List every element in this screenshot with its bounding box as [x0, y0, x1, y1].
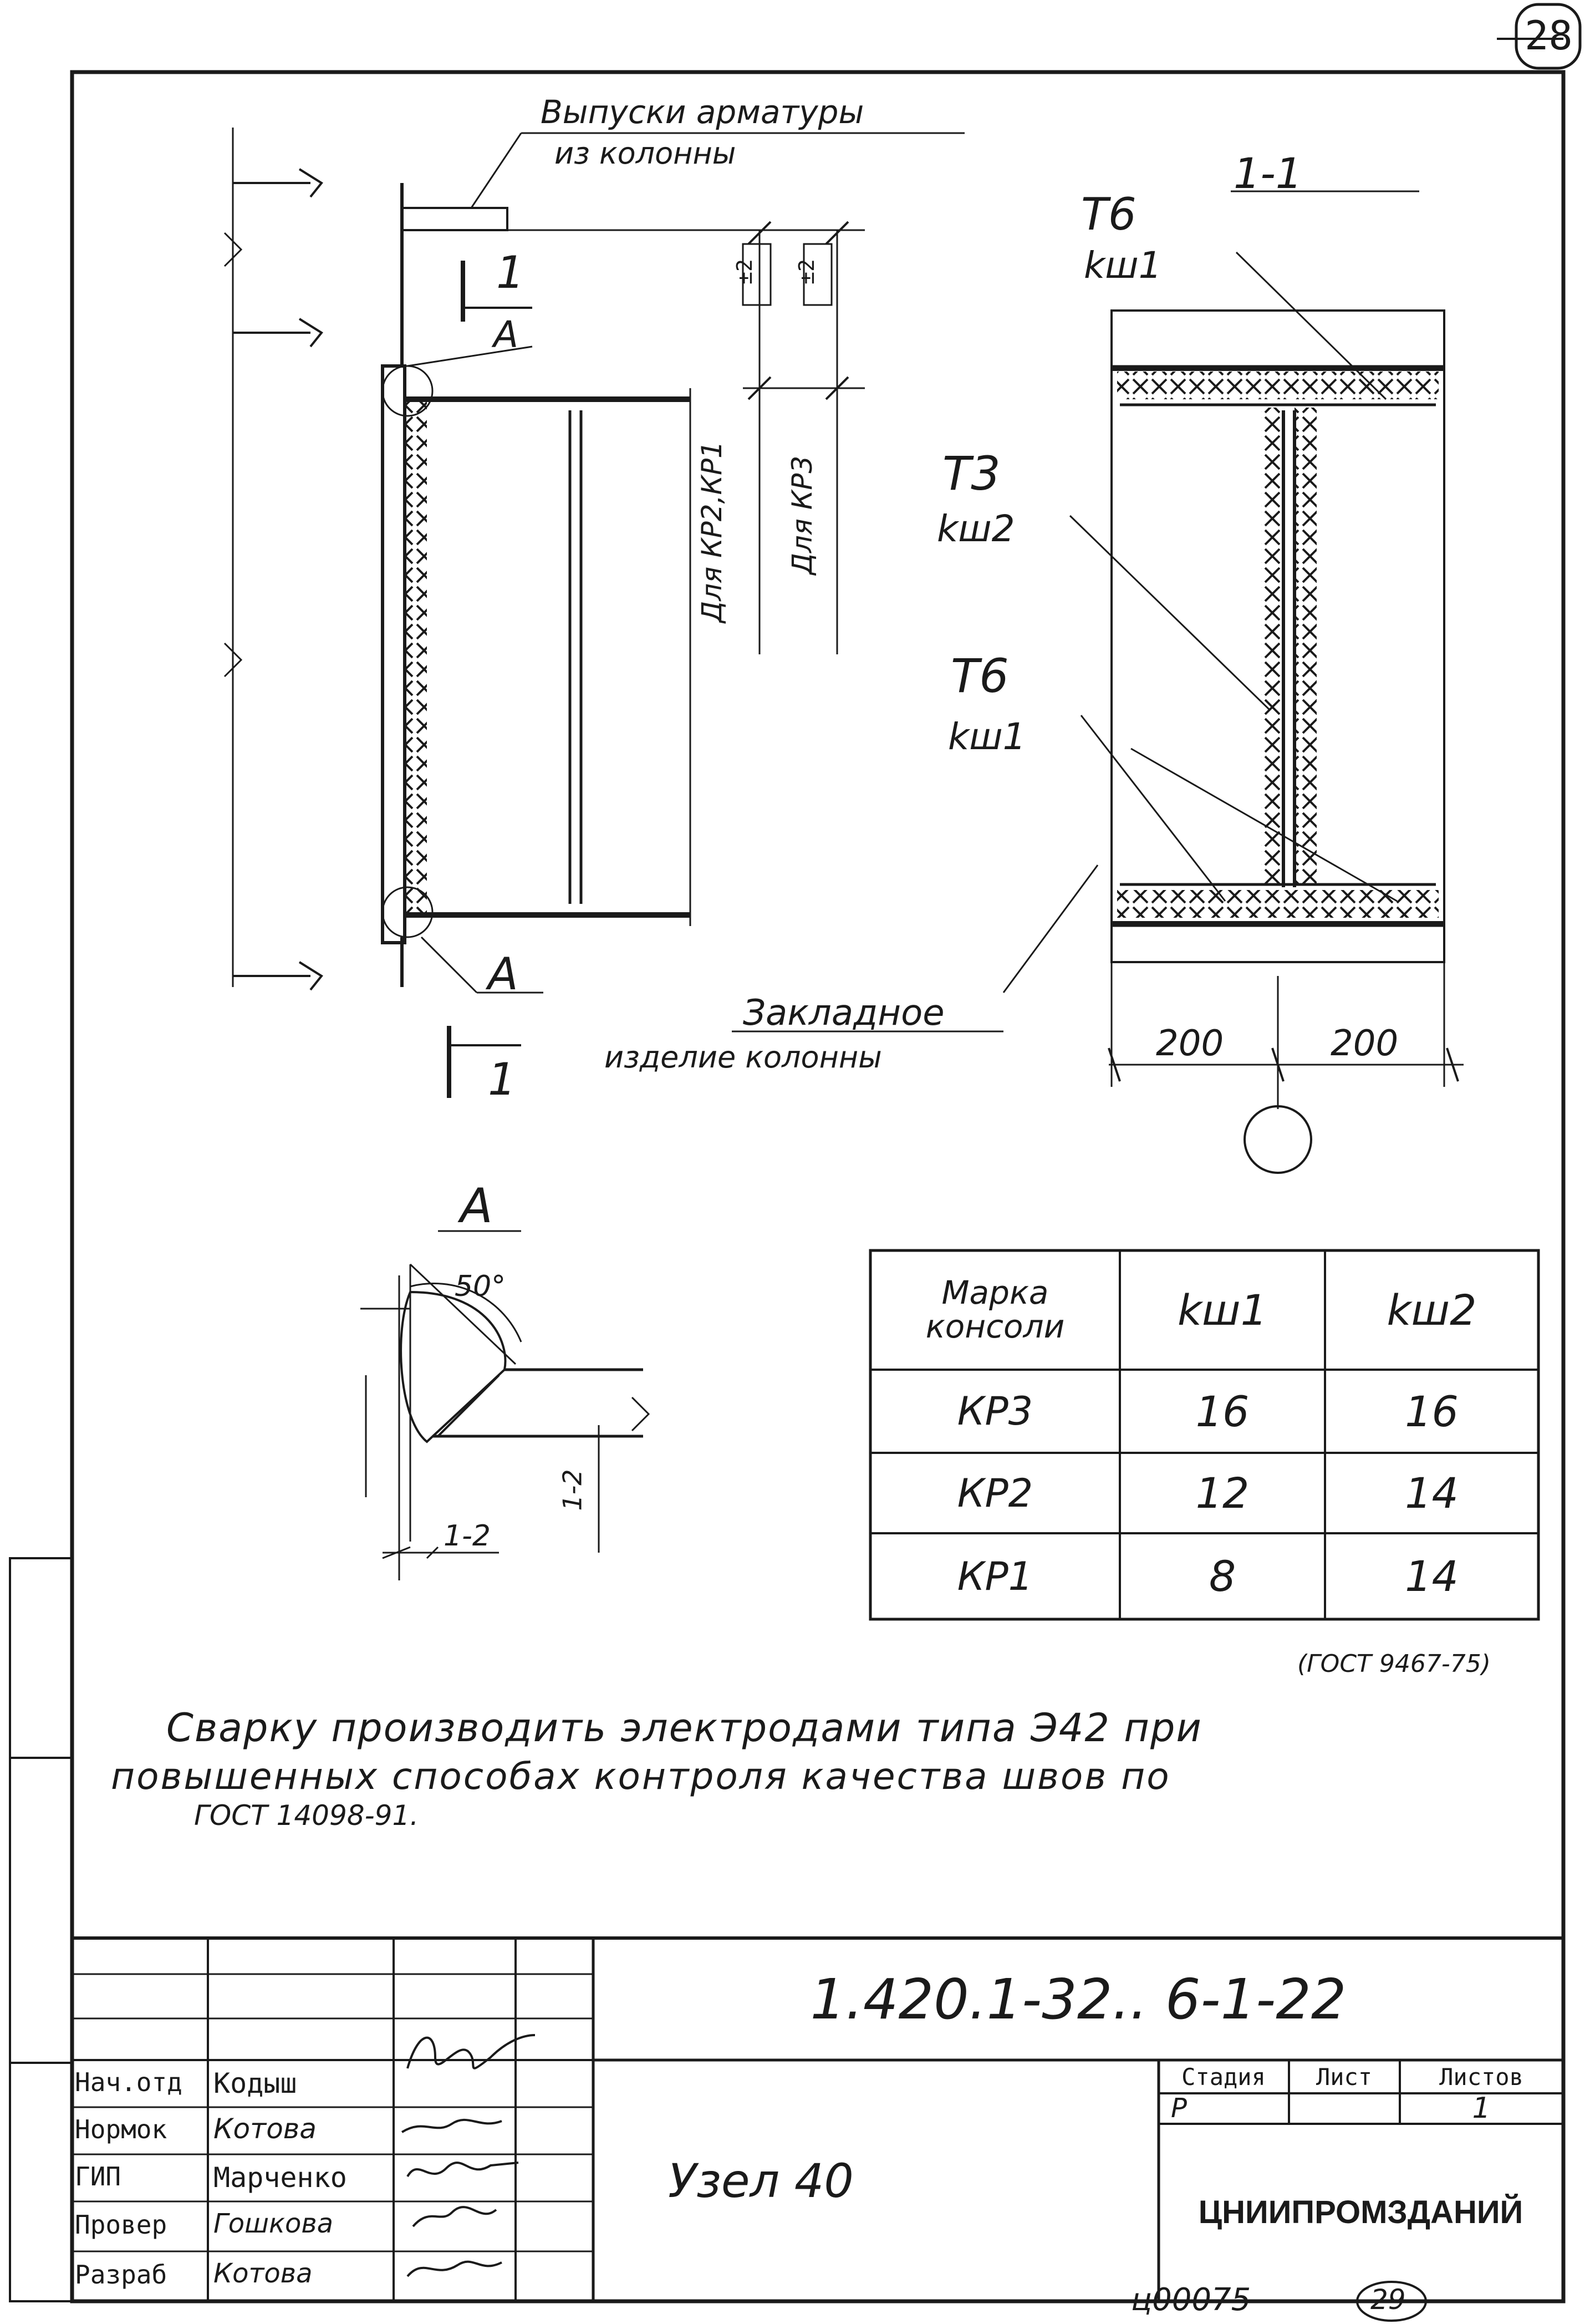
detail-dim-side: 1-2: [557, 1469, 588, 1511]
organization-name: ЦНИИПРОМЗДАНИЙ: [1198, 2194, 1523, 2230]
page-number: 28: [1525, 12, 1573, 59]
table-cell: 14: [1405, 1552, 1459, 1601]
table-header-mark: Марка консоли: [925, 1274, 1065, 1345]
rebar-label-line1: Выпуски арматуры: [541, 93, 864, 131]
sheet-label: Лист: [1316, 2063, 1373, 2091]
table-cell: КР1: [957, 1553, 1033, 1599]
elevation-view: [225, 128, 1098, 1098]
weld-top-size: kш1: [1084, 244, 1162, 287]
detail-mark-bottom: A: [488, 948, 518, 1000]
inventory-number: ц00075: [1131, 2282, 1251, 2318]
section-title: 1-1: [1234, 149, 1303, 198]
person-name: Гошкова: [213, 2208, 334, 2239]
weld-top-type: Т6: [1081, 189, 1137, 240]
table-cell: КР3: [957, 1389, 1033, 1434]
note-line-3: ГОСТ 14098-91.: [194, 1799, 419, 1832]
note-line-1: Сварку производить электродами типа Э42 при: [166, 1705, 1202, 1751]
axis-marker: [1245, 1106, 1311, 1173]
table-cell: 14: [1405, 1468, 1459, 1518]
role-label: Провер: [75, 2210, 167, 2240]
embedded-label-line1: Закладное: [743, 993, 945, 1034]
weld-middle-type: Т3: [942, 446, 1001, 501]
table-cell: 16: [1405, 1386, 1459, 1436]
section-mark-bottom: 1: [488, 1054, 516, 1105]
role-label: ГИП: [75, 2162, 121, 2191]
embedded-label-line2: изделие колонны: [604, 1040, 882, 1075]
table-cell: 16: [1195, 1386, 1250, 1436]
rebar-label-line2: из колонны: [554, 136, 736, 171]
detail-mark-top: A: [493, 313, 519, 356]
table-header-k2: kш2: [1387, 1285, 1477, 1335]
tolerance-2: ±2: [794, 259, 819, 284]
table-header-k1: kш1: [1178, 1285, 1267, 1335]
dim-label-kp2-kp1: Для КР2,КР1: [695, 441, 728, 623]
drawing-title: Узел 40: [668, 2153, 854, 2208]
dim-label-kp3: Для КР3: [786, 455, 819, 575]
sheets-value: 1: [1472, 2092, 1491, 2125]
detail-dim-bottom: 1-2: [444, 1519, 491, 1553]
sheet-value: [1290, 2094, 1398, 2123]
person-name: Котова: [213, 2113, 317, 2145]
detail-title: A: [460, 1178, 493, 1234]
person-name: Котова: [213, 2258, 313, 2289]
document-code: 1.420.1-32.. 6-1-22: [810, 1966, 1347, 2032]
signature-images: [396, 2018, 563, 2301]
section-mark-top: 1: [496, 247, 524, 298]
weld-bottom-type: Т6: [951, 649, 1009, 703]
section-dim-right: 200: [1331, 1023, 1399, 1064]
stage-label: Стадия: [1181, 2063, 1266, 2091]
detail-angle: 50°: [455, 1270, 506, 1303]
person-name: Кодыш: [213, 2067, 297, 2099]
stage-value: Р: [1171, 2093, 1187, 2124]
section-view: [1070, 191, 1464, 1173]
gost-reference: (ГОСТ 9467-75): [1297, 1650, 1491, 1678]
weld-middle-size: kш2: [937, 507, 1015, 550]
role-label: Нач.отд: [75, 2067, 182, 2097]
sheets-label: Листов: [1439, 2063, 1523, 2091]
section-dim-left: 200: [1156, 1023, 1224, 1064]
bottom-sheet-number: 29: [1370, 2284, 1406, 2316]
binding-strip: [10, 1558, 72, 2301]
tolerance-1: ±2: [732, 259, 757, 284]
table-cell: КР2: [957, 1470, 1033, 1516]
table-cell: 12: [1195, 1468, 1250, 1518]
weld-bottom-size: kш1: [948, 715, 1026, 758]
note-line-2: повышенных способах контроля качества швов по: [111, 1755, 1171, 1798]
person-name: Марченко: [213, 2162, 347, 2194]
role-label: Разраб: [75, 2260, 167, 2290]
role-label: Нормок: [75, 2114, 167, 2144]
table-cell: 8: [1209, 1552, 1236, 1601]
